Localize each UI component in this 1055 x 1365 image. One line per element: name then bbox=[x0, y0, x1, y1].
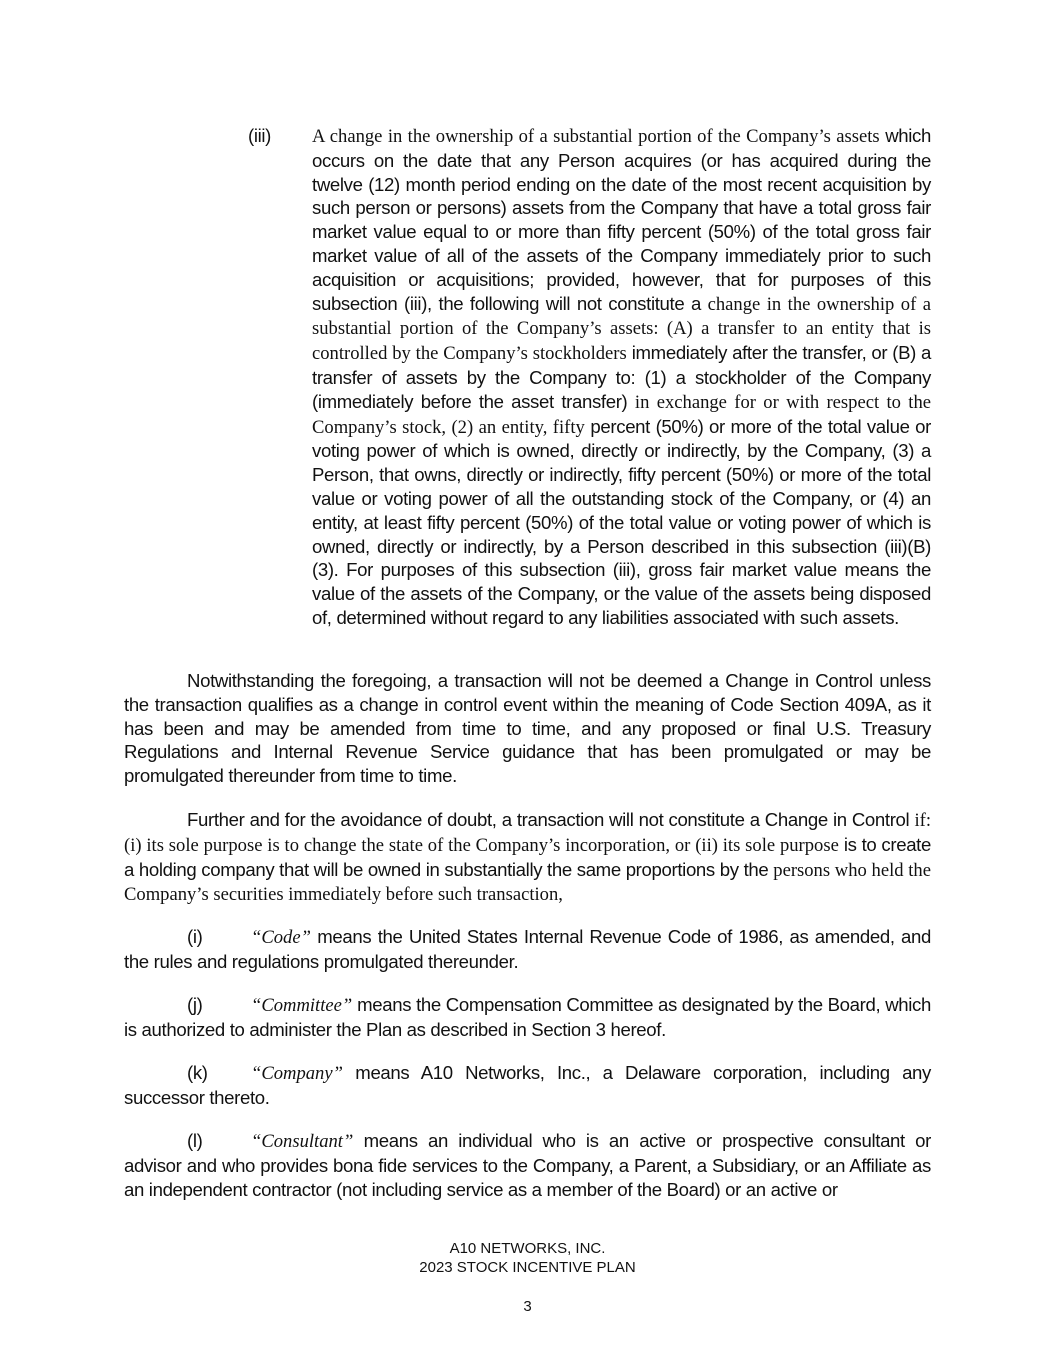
definition-number: (i) bbox=[187, 926, 203, 947]
page-number: 3 bbox=[523, 1298, 532, 1315]
definition-company bbox=[124, 1061, 931, 1110]
subsection-text-f: percent (50%) or more of the total value or voting power of which is owned, directly or indirectly, by the Company, (3) a Person, that owns, directly or indirectly, fifty percent (50%) or more of the total value or voting power of all the outstanding stock of the Company, or (4) an entity, at least fifty percent (50%) of the total value or voting power of which is owned, directly or indirectly, by a Person described in this subsection (iii)(B)(3). For purposes of this subsection (iii), gross fair market value means the value of the assets of the Company, or the value of the assets being disposed of, determined without regard to any liabilities associated with such assets. bbox=[312, 415, 931, 628]
definition-number: (k) bbox=[187, 1062, 208, 1083]
definition-term: “Code” bbox=[251, 927, 311, 948]
definition-term: “Company” bbox=[251, 1063, 343, 1084]
definition-consultant bbox=[124, 1129, 931, 1201]
subsection-text-e: in exchange for or with respect to the Company’s stock, (2) an entity, fifty bbox=[312, 391, 931, 438]
further-paragraph bbox=[124, 808, 931, 907]
definition-text: means the United States Internal Revenue Code of 1986, as amended, and the rules and regulations promulgated thereunder. bbox=[124, 926, 931, 972]
further-text-c: is to create a holding company that will be owned in substantially the same proportions by the bbox=[124, 833, 931, 880]
definition-term: “Committee” bbox=[251, 995, 353, 1016]
definition-number: (j) bbox=[187, 994, 203, 1015]
subsection-body bbox=[312, 124, 931, 630]
subsection-number: (iii) bbox=[248, 125, 272, 146]
further-text-a: Further and for the avoidance of doubt, a transaction will not constitute a Change in Control bbox=[187, 809, 910, 830]
subsection-text-a: A change in the ownership of a substantial portion of the Company’s assets bbox=[312, 126, 880, 147]
footer-company-name: A10 NETWORKS, INC. bbox=[449, 1240, 606, 1257]
subsection-iii bbox=[248, 124, 931, 630]
subsection-text-d: immediately after the transfer, or (B) a transfer of assets by the Company to: (1) a stockholder of the Company (immediately before the asset transfer) bbox=[312, 342, 931, 412]
definition-term: “Consultant” bbox=[251, 1131, 354, 1152]
definition-committee bbox=[124, 993, 931, 1042]
notwithstanding-text: Notwithstanding the foregoing, a transaction will not be deemed a Change in Control unless the transaction qualifies as a change in control event within the meaning of Code Section 409A, as it has been and may be amended from time to time, and any proposed or final U.S. Treasury Regulations and Internal Revenue Service guidance that has been promulgated or may be promulgated thereunder from time to time. bbox=[124, 670, 931, 787]
definition-number: (l) bbox=[187, 1130, 203, 1151]
notwithstanding-paragraph bbox=[124, 669, 931, 788]
definition-text: means an individual who is an active or prospective consultant or advisor and who provides bona fide services to the Company, a Parent, a Subsidiary, or an Affiliate as an independent contractor (not including service as a member of the Board) or an active or bbox=[124, 1130, 931, 1200]
definition-text: means the Compensation Committee as designated by the Board, which is authorized to administer the Plan as described in Section 3 hereof. bbox=[124, 994, 931, 1040]
subsection-text-c: change in the ownership of a substantial portion of the Company’s assets: (A) a transfer to an entity that is controlled by the Company’s stockholders bbox=[312, 293, 931, 365]
footer-plan-name: 2023 STOCK INCENTIVE PLAN bbox=[419, 1259, 636, 1276]
definition-text: means A10 Networks, Inc., a Delaware corporation, including any successor thereto. bbox=[124, 1062, 931, 1108]
definition-code bbox=[124, 925, 931, 974]
subsection-text-b: which occurs on the date that any Person acquires (or has acquired during the twelve (12) month period ending on the date of the most recent acquisition by such person or persons) assets from the Company that have a total gross fair market value equal to or more than fifty percent (50%) of the total gross fair market value of all of the assets of the Company immediately prior to such acquisition or acquisitions; provided, however, that for purposes of this subsection (iii), the following will not constitute a bbox=[312, 125, 931, 314]
further-text-d: persons who held the Company’s securities immediately before such transaction, bbox=[124, 859, 931, 906]
further-text-b: if: (i) its sole purpose is to change the state of the Company’s incorporation, or (ii) its sole purpose bbox=[124, 810, 931, 856]
